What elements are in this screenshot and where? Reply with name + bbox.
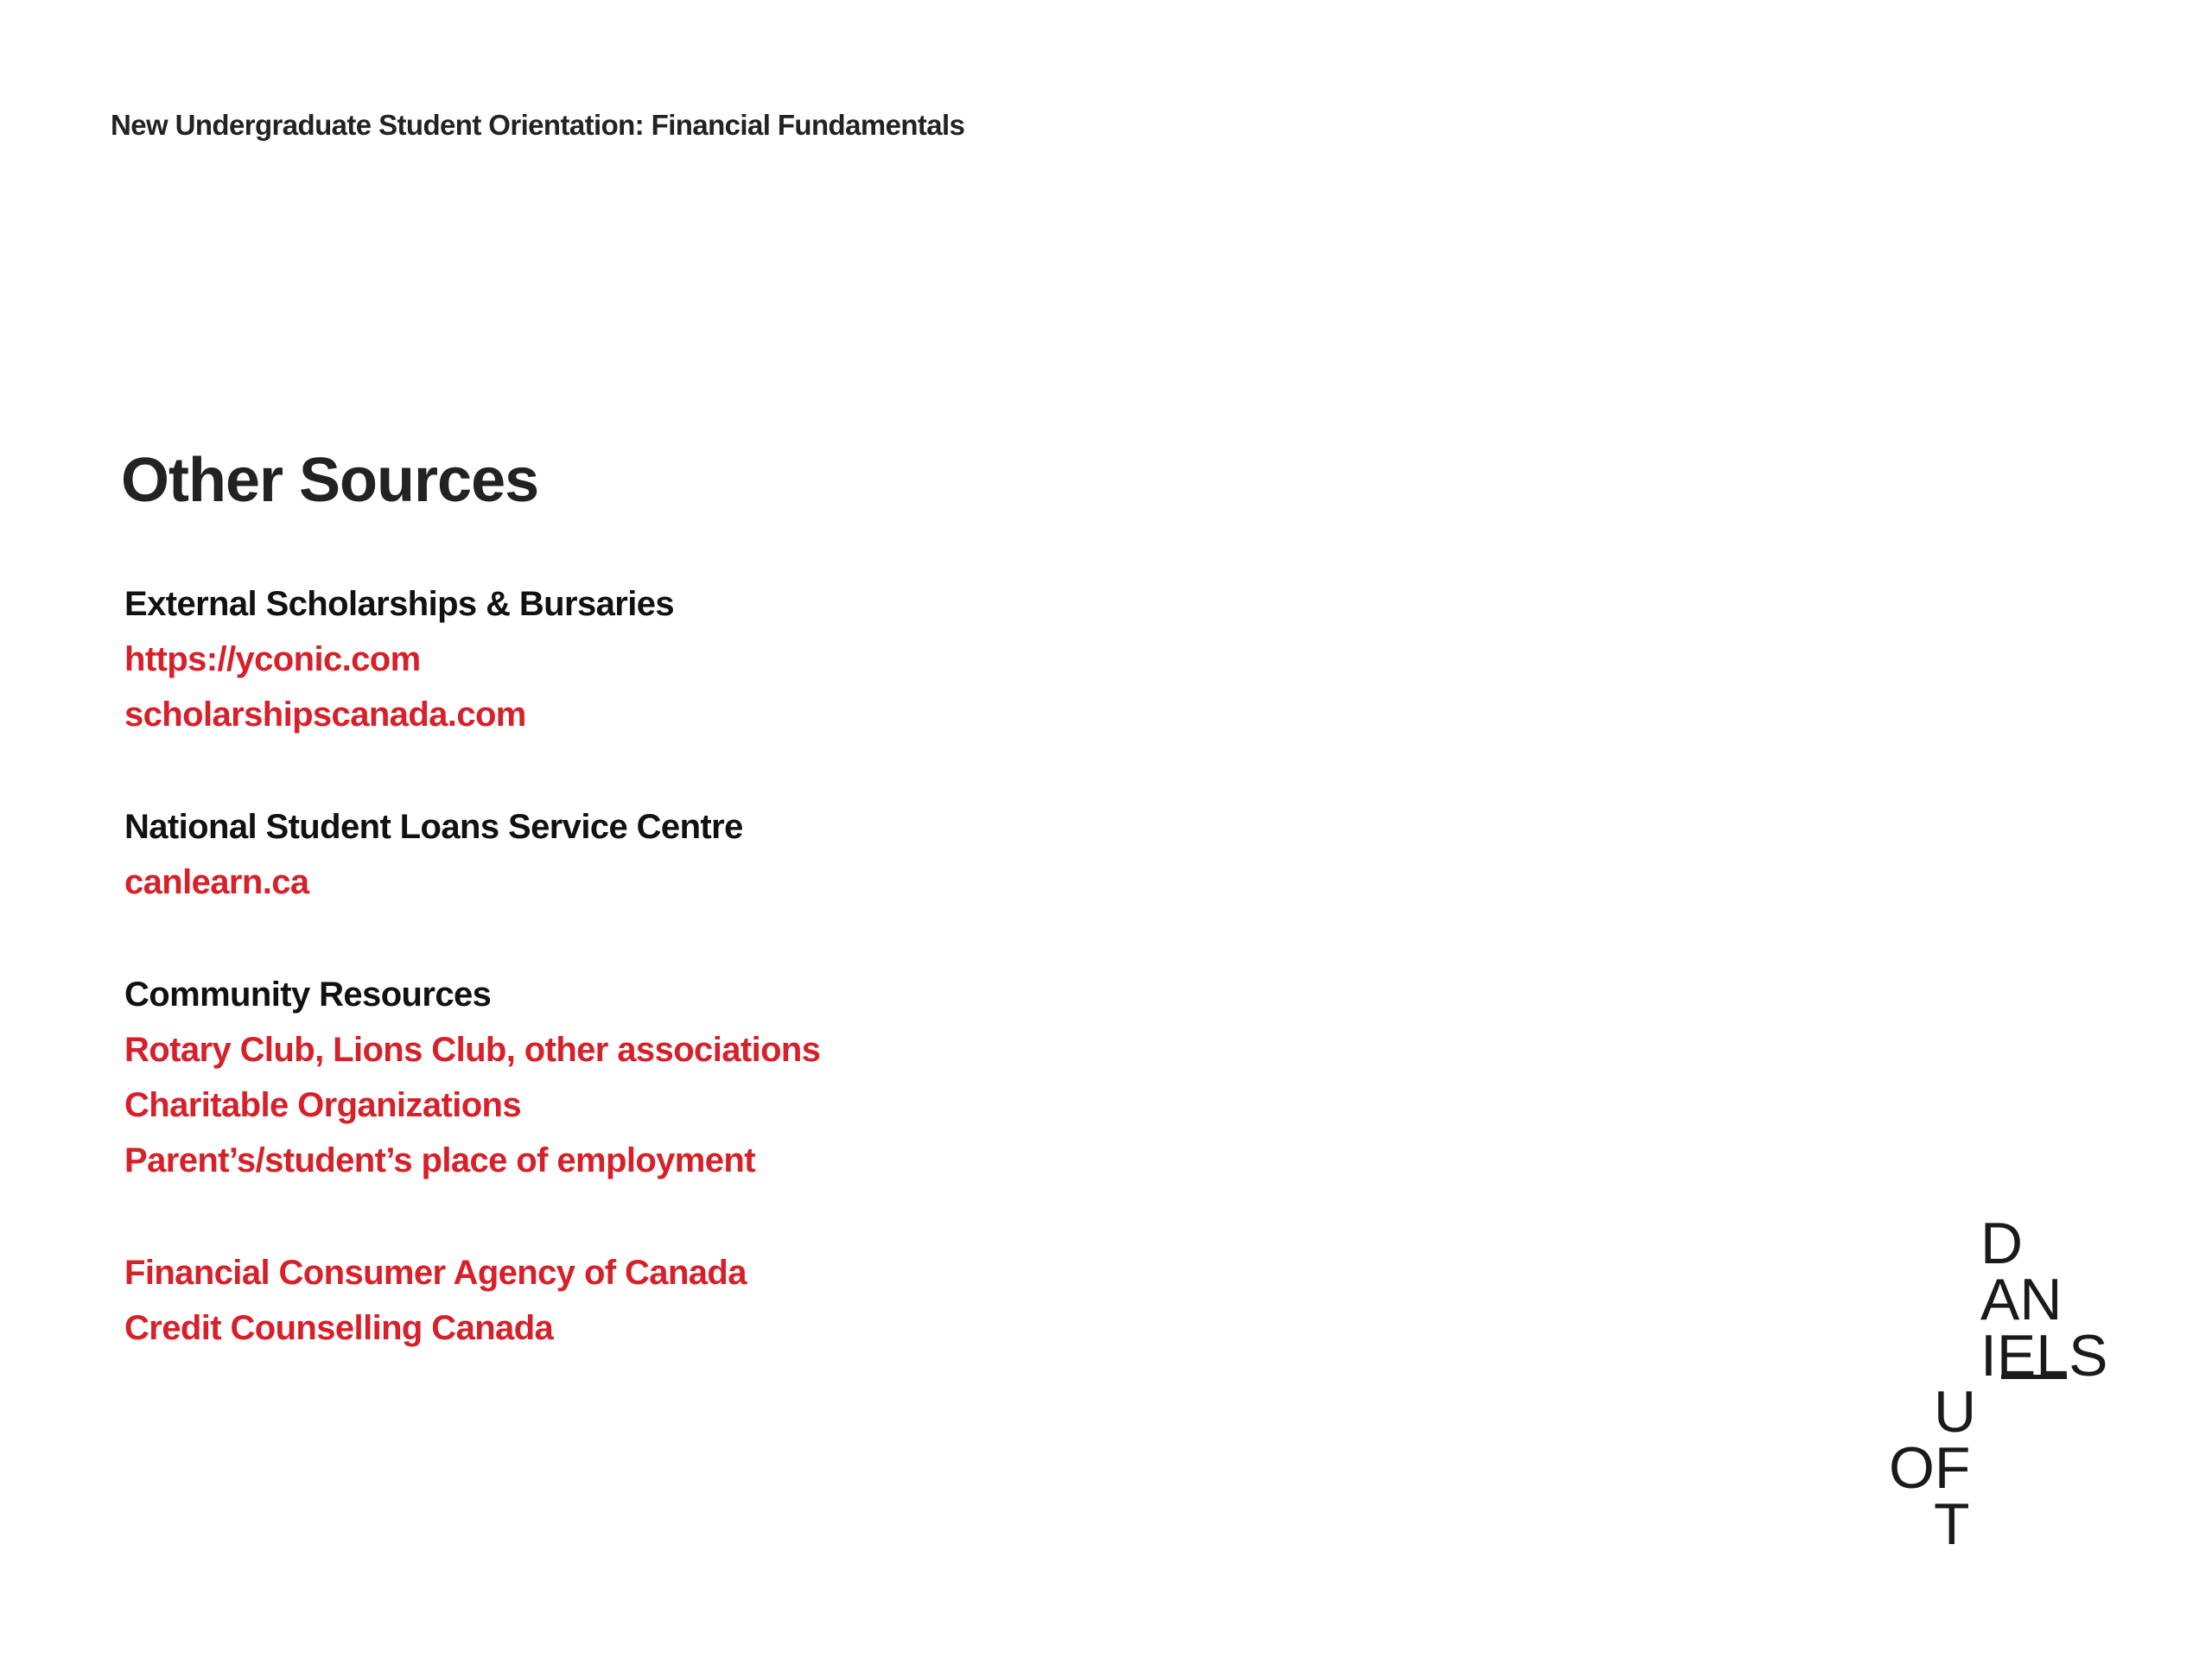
link-place-of-employment[interactable]: Parent’s/student’s place of employment: [124, 1141, 755, 1179]
logo-row: U: [1934, 1379, 1977, 1445]
link-scholarshipscanada[interactable]: scholarshipscanada.com: [124, 696, 526, 734]
section-heading: External Scholarships & Bursaries: [124, 585, 675, 623]
logo-row: D: [1980, 1211, 2024, 1276]
section-financial-agencies: [124, 1251, 820, 1362]
slide-title: Other Sources: [121, 446, 539, 515]
link-canlearn[interactable]: canlearn.ca: [124, 863, 309, 901]
daniels-uoft-logo: [1884, 1211, 2160, 1577]
link-yconic[interactable]: https://yconic.com: [124, 640, 421, 678]
link-rotary-lions[interactable]: Rotary Club, Lions Club, other associations: [124, 1031, 821, 1069]
section-community-resources: [124, 973, 820, 1194]
link-charitable-organizations[interactable]: Charitable Organizations: [124, 1086, 522, 1124]
link-credit-counselling[interactable]: Credit Counselling Canada: [124, 1309, 554, 1347]
logo-row: OF: [1889, 1435, 1971, 1501]
section-heading: Community Resources: [124, 976, 492, 1014]
logo-row: IELS: [1980, 1323, 2108, 1389]
section-external-scholarships: [124, 582, 820, 748]
presentation-header: New Undergraduate Student Orientation: Financial Fundamentals: [111, 109, 965, 141]
logo-row: AN: [1980, 1267, 2063, 1332]
logo-row: T: [1934, 1491, 1970, 1557]
section-heading: National Student Loans Service Centre: [124, 808, 743, 846]
logo-underline: [2001, 1375, 2067, 1379]
sources-list: [124, 582, 820, 1362]
section-student-loans: [124, 805, 820, 916]
link-fcac[interactable]: Financial Consumer Agency of Canada: [124, 1254, 747, 1292]
